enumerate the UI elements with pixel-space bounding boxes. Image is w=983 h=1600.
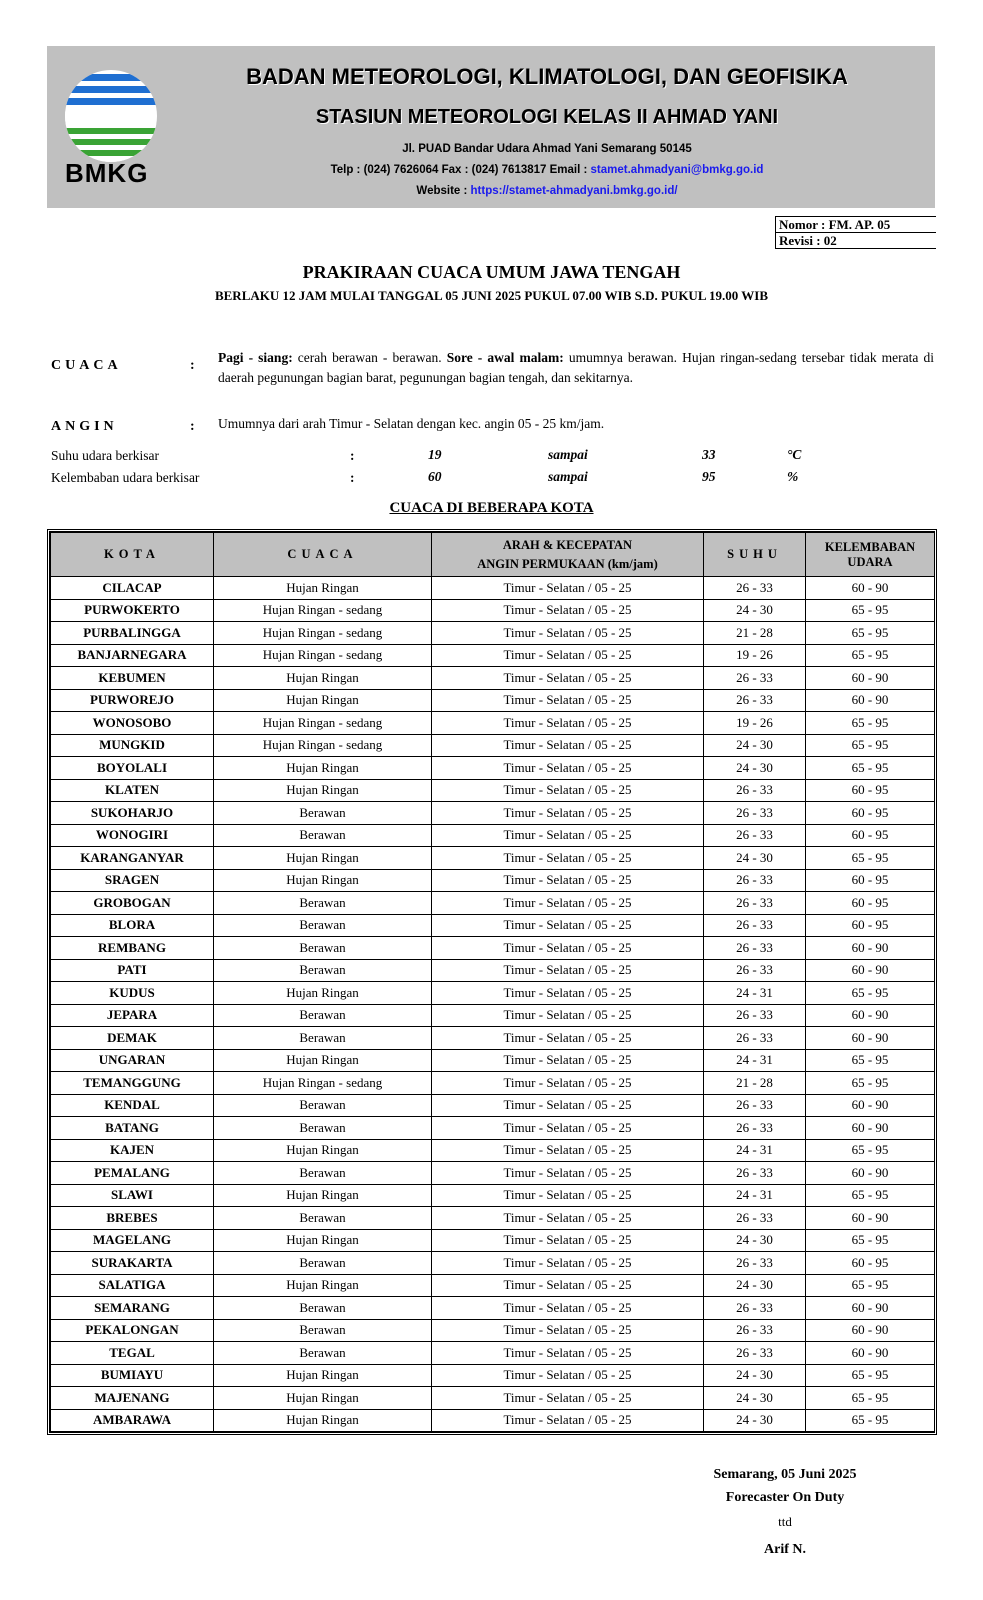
wind-cell: Timur - Selatan / 05 - 25 [432, 644, 704, 667]
wind-cell: Timur - Selatan / 05 - 25 [432, 1162, 704, 1185]
temperature-colon: : [350, 448, 355, 463]
weather-cell: Hujan Ringan - sedang [214, 712, 432, 735]
table-row [51, 1207, 935, 1230]
weather-cell: Hujan Ringan [214, 847, 432, 870]
table-row [51, 869, 935, 892]
weather-cell: Hujan Ringan [214, 869, 432, 892]
signature-name: Arif N. [764, 1542, 806, 1557]
weather-cell: Berawan [214, 1094, 432, 1117]
wind-cell: Timur - Selatan / 05 - 25 [432, 892, 704, 915]
city-forecast-table [47, 529, 937, 1435]
wind-cell: Timur - Selatan / 05 - 25 [432, 1229, 704, 1252]
city-cell: PEMALANG [51, 1162, 214, 1185]
temperature-to: sampai [548, 447, 588, 462]
humidity-cell: 60 - 90 [806, 689, 935, 712]
table-row [51, 1252, 935, 1275]
humidity-cell: 60 - 95 [806, 779, 935, 802]
table-row [51, 734, 935, 757]
humidity-cell: 60 - 95 [806, 1252, 935, 1275]
station-name: STASIUN METEOROLOGI KELAS II AHMAD YANI [315, 106, 779, 128]
temperature-max: 33 [702, 447, 716, 462]
weather-cell: Hujan Ringan [214, 757, 432, 780]
temperature-cell: 26 - 33 [704, 779, 806, 802]
table-row [51, 689, 935, 712]
temperature-cell: 26 - 33 [704, 1319, 806, 1342]
temperature-cell: 26 - 33 [704, 1027, 806, 1050]
humidity-cell: 65 - 95 [806, 757, 935, 780]
wind-cell: Timur - Selatan / 05 - 25 [432, 914, 704, 937]
signature-mark: ttd [778, 1514, 792, 1529]
wind-cell: Timur - Selatan / 05 - 25 [432, 982, 704, 1005]
website-line [197, 185, 897, 197]
humidity-header-line-1: KELEMBABAN [824, 539, 916, 554]
weather-cell: Berawan [214, 892, 432, 915]
humidity-cell: 60 - 90 [806, 1027, 935, 1050]
city-cell: SURAKARTA [51, 1252, 214, 1275]
humidity-cell: 65 - 95 [806, 1274, 935, 1297]
humidity-cell: 60 - 90 [806, 577, 935, 600]
wind-cell: Timur - Selatan / 05 - 25 [432, 1072, 704, 1095]
humidity-cell: 60 - 90 [806, 1162, 935, 1185]
city-cell: BOYOLALI [51, 757, 214, 780]
humidity-cell: 65 - 95 [806, 644, 935, 667]
table-row [51, 1139, 935, 1162]
city-cell: SUKOHARJO [51, 802, 214, 825]
table-row [51, 1184, 935, 1207]
temperature-cell: 24 - 31 [704, 1049, 806, 1072]
humidity-header-line-2: UDARA [847, 554, 893, 569]
wind-label: ANGIN [51, 419, 118, 434]
table-row [51, 1297, 935, 1320]
weather-label: CUACA [51, 358, 122, 373]
wind-cell: Timur - Selatan / 05 - 25 [432, 622, 704, 645]
table-row [51, 1094, 935, 1117]
table-row [51, 1072, 935, 1095]
weather-cell: Berawan [214, 802, 432, 825]
wind-cell: Timur - Selatan / 05 - 25 [432, 1364, 704, 1387]
city-cell: DEMAK [51, 1027, 214, 1050]
weather-cell: Hujan Ringan - sedang [214, 622, 432, 645]
temperature-cell: 26 - 33 [704, 1297, 806, 1320]
wind-cell: Timur - Selatan / 05 - 25 [432, 1207, 704, 1230]
signature-role: Forecaster On Duty [725, 1490, 845, 1505]
city-cell: REMBANG [51, 937, 214, 960]
city-cell: KARANGANYAR [51, 847, 214, 870]
table-row [51, 982, 935, 1005]
humidity-min: 60 [428, 469, 442, 484]
weather-cell: Hujan Ringan [214, 779, 432, 802]
table-row [51, 622, 935, 645]
temperature-cell: 24 - 30 [704, 1409, 806, 1432]
city-cell: KAJEN [51, 1139, 214, 1162]
wind-cell: Timur - Selatan / 05 - 25 [432, 802, 704, 825]
humidity-cell: 65 - 95 [806, 1049, 935, 1072]
temperature-cell: 24 - 30 [704, 734, 806, 757]
weather-cell: Berawan [214, 1027, 432, 1050]
temperature-cell: 26 - 33 [704, 667, 806, 690]
city-cell: MAGELANG [51, 1229, 214, 1252]
table-row [51, 892, 935, 915]
weather-cell: Berawan [214, 959, 432, 982]
humidity-cell: 60 - 90 [806, 1342, 935, 1365]
temperature-cell: 26 - 33 [704, 937, 806, 960]
humidity-to: sampai [548, 469, 588, 484]
column-header-wind [432, 533, 704, 577]
wind-cell: Timur - Selatan / 05 - 25 [432, 1094, 704, 1117]
city-cell: WONOGIRI [51, 824, 214, 847]
wind-cell: Timur - Selatan / 05 - 25 [432, 689, 704, 712]
table-row [51, 779, 935, 802]
weather-cell: Hujan Ringan [214, 1139, 432, 1162]
humidity-cell: 60 - 95 [806, 802, 935, 825]
temperature-cell: 26 - 33 [704, 802, 806, 825]
document-revision: Revisi : 02 [776, 233, 936, 249]
temperature-cell: 26 - 33 [704, 577, 806, 600]
humidity-cell: 65 - 95 [806, 622, 935, 645]
weather-cell: Berawan [214, 1207, 432, 1230]
weather-cell: Berawan [214, 1004, 432, 1027]
humidity-cell: 65 - 95 [806, 1184, 935, 1207]
city-cell: PURWOREJO [51, 689, 214, 712]
weather-cell: Berawan [214, 1252, 432, 1275]
humidity-cell: 60 - 90 [806, 667, 935, 690]
wind-cell: Timur - Selatan / 05 - 25 [432, 577, 704, 600]
table-row [51, 1162, 935, 1185]
city-cell: KLATEN [51, 779, 214, 802]
temperature-cell: 24 - 31 [704, 1139, 806, 1162]
table-row [51, 757, 935, 780]
wind-cell: Timur - Selatan / 05 - 25 [432, 824, 704, 847]
humidity-cell: 65 - 95 [806, 599, 935, 622]
humidity-cell: 65 - 95 [806, 1139, 935, 1162]
city-cell: BUMIAYU [51, 1364, 214, 1387]
weather-cell: Hujan Ringan [214, 667, 432, 690]
wind-cell: Timur - Selatan / 05 - 25 [432, 712, 704, 735]
wind-header-line-1: ARAH & KECEPATAN [502, 537, 633, 552]
city-cell: PURWOKERTO [51, 599, 214, 622]
bmkg-logo-icon [63, 68, 159, 164]
weather-cell: Hujan Ringan [214, 1364, 432, 1387]
wind-cell: Timur - Selatan / 05 - 25 [432, 1342, 704, 1365]
humidity-colon: : [350, 470, 355, 485]
wind-cell: Timur - Selatan / 05 - 25 [432, 1027, 704, 1050]
weather-cell: Hujan Ringan [214, 689, 432, 712]
weather-cell: Berawan [214, 1162, 432, 1185]
humidity-cell: 65 - 95 [806, 1387, 935, 1410]
wind-cell: Timur - Selatan / 05 - 25 [432, 1274, 704, 1297]
table-row [51, 1117, 935, 1140]
weather-cell: Hujan Ringan [214, 1229, 432, 1252]
table-title: CUACA DI BEBERAPA KOTA [389, 500, 594, 516]
temperature-cell: 26 - 33 [704, 1207, 806, 1230]
table-row [51, 847, 935, 870]
humidity-cell: 60 - 90 [806, 1117, 935, 1140]
temperature-cell: 21 - 28 [704, 622, 806, 645]
morning-label: Pagi - siang: [218, 350, 293, 365]
humidity-cell: 65 - 95 [806, 734, 935, 757]
city-cell: KUDUS [51, 982, 214, 1005]
table-row [51, 1342, 935, 1365]
wind-cell: Timur - Selatan / 05 - 25 [432, 869, 704, 892]
city-cell: SLAWI [51, 1184, 214, 1207]
signature-place-date: Semarang, 05 Juni 2025 [713, 1467, 857, 1482]
wind-cell: Timur - Selatan / 05 - 25 [432, 937, 704, 960]
humidity-cell: 65 - 95 [806, 1229, 935, 1252]
city-cell: SRAGEN [51, 869, 214, 892]
city-cell: TEGAL [51, 1342, 214, 1365]
wind-cell: Timur - Selatan / 05 - 25 [432, 734, 704, 757]
weather-cell: Hujan Ringan [214, 1184, 432, 1207]
city-cell: GROBOGAN [51, 892, 214, 915]
humidity-cell: 65 - 95 [806, 982, 935, 1005]
humidity-cell: 60 - 95 [806, 869, 935, 892]
website-label: Website : [416, 185, 471, 197]
temperature-cell: 24 - 31 [704, 982, 806, 1005]
city-cell: UNGARAN [51, 1049, 214, 1072]
wind-header-line-2: ANGIN PERMUKAAN (km/jam) [477, 556, 658, 571]
weather-cell: Hujan Ringan - sedang [214, 599, 432, 622]
letterhead [47, 46, 935, 208]
table-row [51, 824, 935, 847]
table-body [51, 577, 935, 1432]
city-cell: SEMARANG [51, 1297, 214, 1320]
weather-cell: Berawan [214, 1342, 432, 1365]
temperature-cell: 26 - 33 [704, 1004, 806, 1027]
temperature-label: Suhu udara berkisar [51, 448, 159, 463]
city-cell: WONOSOBO [51, 712, 214, 735]
wind-cell: Timur - Selatan / 05 - 25 [432, 1049, 704, 1072]
city-cell: BATANG [51, 1117, 214, 1140]
table-row [51, 1274, 935, 1297]
wind-cell: Timur - Selatan / 05 - 25 [432, 667, 704, 690]
contact-line [197, 164, 897, 176]
weather-cell: Berawan [214, 1297, 432, 1320]
weather-cell: Hujan Ringan - sedang [214, 1072, 432, 1095]
wind-cell: Timur - Selatan / 05 - 25 [432, 1409, 704, 1432]
table-row [51, 1004, 935, 1027]
document-number: Nomor : FM. AP. 05 [776, 217, 936, 233]
humidity-cell: 60 - 90 [806, 1004, 935, 1027]
table-row [51, 1027, 935, 1050]
weather-cell: Berawan [214, 1319, 432, 1342]
weather-cell: Berawan [214, 824, 432, 847]
weather-cell: Berawan [214, 937, 432, 960]
wind-cell: Timur - Selatan / 05 - 25 [432, 757, 704, 780]
temperature-unit: °C [787, 447, 802, 462]
wind-cell: Timur - Selatan / 05 - 25 [432, 1252, 704, 1275]
weather-cell: Hujan Ringan [214, 982, 432, 1005]
temperature-cell: 26 - 33 [704, 1117, 806, 1140]
wind-colon: : [190, 419, 195, 434]
city-cell: BREBES [51, 1207, 214, 1230]
humidity-label: Kelembaban udara berkisar [51, 470, 200, 485]
page-title: PRAKIRAAN CUACA UMUM JAWA TENGAH [302, 262, 681, 282]
column-header-temperature: SUHU [704, 533, 806, 577]
city-cell: PATI [51, 959, 214, 982]
temperature-cell: 26 - 33 [704, 959, 806, 982]
contact-phone-fax: Telp : (024) 7626064 Fax : (024) 7613817 Email : [330, 164, 591, 176]
wind-cell: Timur - Selatan / 05 - 25 [432, 1139, 704, 1162]
column-header-city: KOTA [51, 533, 214, 577]
wind-cell: Timur - Selatan / 05 - 25 [432, 1319, 704, 1342]
table-row [51, 1319, 935, 1342]
wind-cell: Timur - Selatan / 05 - 25 [432, 779, 704, 802]
temperature-cell: 26 - 33 [704, 1162, 806, 1185]
temperature-cell: 26 - 33 [704, 824, 806, 847]
temperature-cell: 26 - 33 [704, 1342, 806, 1365]
table-row [51, 577, 935, 600]
table-row [51, 667, 935, 690]
logo-text: BMKG [65, 158, 149, 188]
weather-cell: Hujan Ringan [214, 1387, 432, 1410]
table-row [51, 914, 935, 937]
city-cell: PEKALONGAN [51, 1319, 214, 1342]
wind-cell: Timur - Selatan / 05 - 25 [432, 1387, 704, 1410]
temperature-cell: 24 - 30 [704, 1364, 806, 1387]
city-cell: KEBUMEN [51, 667, 214, 690]
city-cell: CILACAP [51, 577, 214, 600]
wind-cell: Timur - Selatan / 05 - 25 [432, 959, 704, 982]
humidity-cell: 60 - 90 [806, 1094, 935, 1117]
table-row [51, 599, 935, 622]
temperature-cell: 24 - 30 [704, 1229, 806, 1252]
humidity-cell: 60 - 90 [806, 959, 935, 982]
humidity-cell: 65 - 95 [806, 1364, 935, 1387]
humidity-cell: 60 - 90 [806, 937, 935, 960]
table-row [51, 1229, 935, 1252]
weather-description [218, 348, 934, 388]
humidity-cell: 65 - 95 [806, 847, 935, 870]
column-header-weather: CUACA [214, 533, 432, 577]
humidity-cell: 65 - 95 [806, 1072, 935, 1095]
weather-cell: Hujan Ringan [214, 1409, 432, 1432]
wind-cell: Timur - Selatan / 05 - 25 [432, 1004, 704, 1027]
validity-period: BERLAKU 12 JAM MULAI TANGGAL 05 JUNI 2025 PUKUL 07.00 WIB S.D. PUKUL 19.00 WIB [214, 288, 769, 303]
temperature-cell: 24 - 30 [704, 1274, 806, 1297]
table-row [51, 644, 935, 667]
temperature-cell: 26 - 33 [704, 689, 806, 712]
weather-cell: Hujan Ringan - sedang [214, 644, 432, 667]
temperature-cell: 26 - 33 [704, 869, 806, 892]
wind-cell: Timur - Selatan / 05 - 25 [432, 847, 704, 870]
wind-cell: Timur - Selatan / 05 - 25 [432, 1297, 704, 1320]
weather-colon: : [190, 358, 195, 373]
city-cell: AMBARAWA [51, 1409, 214, 1432]
temperature-cell: 24 - 30 [704, 757, 806, 780]
website-link[interactable]: https://stamet-ahmadyani.bmkg.go.id/ [470, 185, 678, 197]
wind-cell: Timur - Selatan / 05 - 25 [432, 599, 704, 622]
table-row [51, 1364, 935, 1387]
column-header-humidity [806, 533, 935, 577]
city-cell: MUNGKID [51, 734, 214, 757]
temperature-cell: 24 - 30 [704, 1387, 806, 1410]
table-row [51, 1049, 935, 1072]
humidity-cell: 60 - 90 [806, 1319, 935, 1342]
weather-cell: Hujan Ringan [214, 1049, 432, 1072]
temperature-cell: 26 - 33 [704, 892, 806, 915]
temperature-cell: 26 - 33 [704, 1252, 806, 1275]
wind-cell: Timur - Selatan / 05 - 25 [432, 1117, 704, 1140]
evening-label: Sore - awal malam: [446, 350, 564, 365]
city-cell: BLORA [51, 914, 214, 937]
email-link[interactable]: stamet.ahmadyani@bmkg.go.id [590, 164, 764, 176]
humidity-max: 95 [702, 469, 716, 484]
temperature-cell: 26 - 33 [704, 914, 806, 937]
table-header-row [51, 533, 935, 577]
weather-cell: Berawan [214, 914, 432, 937]
city-cell: PURBALINGGA [51, 622, 214, 645]
wind-description: Umumnya dari arah Timur - Selatan dengan kec. angin 05 - 25 km/jam. [218, 416, 605, 431]
humidity-cell: 60 - 90 [806, 1207, 935, 1230]
city-cell: MAJENANG [51, 1387, 214, 1410]
temperature-cell: 26 - 33 [704, 1094, 806, 1117]
organization-name: BADAN METEOROLOGI, KLIMATOLOGI, DAN GEOFISIKA [246, 64, 848, 89]
table-row [51, 937, 935, 960]
city-cell: JEPARA [51, 1004, 214, 1027]
humidity-cell: 65 - 95 [806, 1409, 935, 1432]
table-row [51, 959, 935, 982]
city-cell: SALATIGA [51, 1274, 214, 1297]
document-id-box [775, 216, 936, 249]
table-row [51, 802, 935, 825]
temperature-cell: 21 - 28 [704, 1072, 806, 1095]
weather-cell: Berawan [214, 1117, 432, 1140]
table-row [51, 1387, 935, 1410]
city-cell: BANJARNEGARA [51, 644, 214, 667]
humidity-cell: 60 - 95 [806, 914, 935, 937]
humidity-cell: 60 - 95 [806, 892, 935, 915]
humidity-cell: 60 - 90 [806, 1297, 935, 1320]
weather-cell: Hujan Ringan - sedang [214, 734, 432, 757]
humidity-unit: % [787, 469, 799, 484]
table-row [51, 712, 935, 735]
temperature-cell: 24 - 30 [704, 847, 806, 870]
morning-text: cerah berawan - berawan. [292, 350, 447, 365]
temperature-cell: 24 - 31 [704, 1184, 806, 1207]
city-cell: KENDAL [51, 1094, 214, 1117]
temperature-cell: 19 - 26 [704, 712, 806, 735]
temperature-cell: 24 - 30 [704, 599, 806, 622]
table-row [51, 1409, 935, 1432]
weather-cell: Hujan Ringan [214, 577, 432, 600]
temperature-min: 19 [428, 447, 442, 462]
station-address: Jl. PUAD Bandar Udara Ahmad Yani Semarang 50145 [402, 143, 692, 155]
wind-cell: Timur - Selatan / 05 - 25 [432, 1184, 704, 1207]
humidity-cell: 65 - 95 [806, 712, 935, 735]
city-cell: TEMANGGUNG [51, 1072, 214, 1095]
temperature-cell: 19 - 26 [704, 644, 806, 667]
evening-text: umumnya berawan. Hujan ringan-sedang tersebar tidak merata di daerah pegunungan bagian barat, pegunungan bagian tengah, dan sekitarnya. [218, 350, 934, 385]
humidity-cell: 60 - 95 [806, 824, 935, 847]
weather-cell: Hujan Ringan [214, 1274, 432, 1297]
